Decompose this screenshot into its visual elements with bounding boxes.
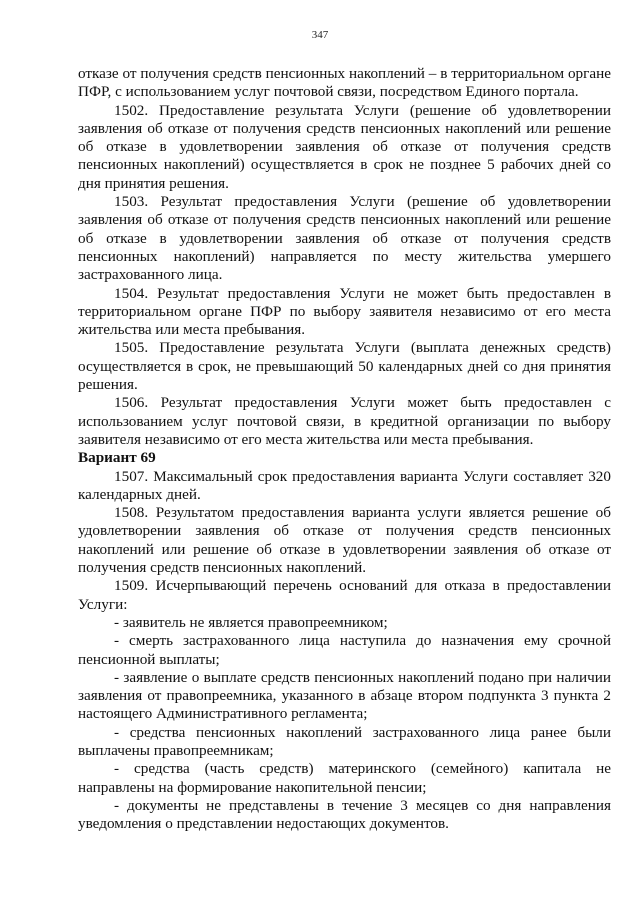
paragraph-1508: 1508. Результатом предоставления варианта услуги является решение об удовлетворении заявления об отказе от получения средств пенсионных накоплений или решение об отказе в удовлетворении заявления об отказе от получения средств пенсионных накоплений.: [78, 504, 611, 577]
list-item: - документы не представлены в течение 3 месяцев со дня направления уведомления о представлении недостающих документов.: [78, 796, 611, 833]
section-heading: Вариант 69: [78, 449, 156, 467]
paragraph-1509: 1509. Исчерпывающий перечень оснований для отказа в предоставлении Услуги:: [78, 577, 611, 613]
paragraph-1502: 1502. Предоставление результата Услуги (решение об удовлетворении заявления об отказе от получения средств пенсионных накоплений или решение об отказе в удовлетворении заявления об отказе от получения средств пенсионных накоплений) осуществляется в срок не позднее 5 рабочих дней со дня принятия решения.: [78, 101, 611, 192]
list-item: - заявление о выплате средств пенсионных накоплений подано при наличии заявления от правопреемника, указанного в абзаце втором подпункта 3 пункта 2 настоящего Административного регламента;: [78, 668, 611, 723]
paragraph-1507: 1507. Максимальный срок предоставления варианта Услуги составляет 320 календарных дней.: [78, 467, 611, 503]
list-item: - средства пенсионных накоплений застрахованного лица ранее были выплачены правопреемникам;: [78, 723, 611, 759]
list-item: - заявитель не является правопреемником;: [114, 613, 388, 631]
document-body: [78, 65, 611, 833]
list-item: - смерть застрахованного лица наступила до назначения ему срочной пенсионной выплаты;: [78, 632, 611, 668]
paragraph-1503: 1503. Результат предоставления Услуги (решение об удовлетворении заявления об отказе от получения средств пенсионных накоплений или решение об отказе в удовлетворении заявления об отказе от получения средств пенсионных накоплений) направляется по месту жительства умершего застрахованного лица.: [78, 193, 611, 284]
page-number: 347: [311, 29, 329, 41]
paragraph-continuation: отказе от получения средств пенсионных накоплений – в территориальном органе ПФР, с использованием услуг почтовой связи, посредством Единого портала.: [78, 65, 611, 101]
paragraph-1504: 1504. Результат предоставления Услуги не может быть предоставлен в территориальном органе ПФР по выбору заявителя независимо от его места жительства или места пребывания.: [78, 284, 611, 339]
list-item: - средства (часть средств) материнского (семейного) капитала не направлены на формирование накопительной пенсии;: [78, 760, 611, 796]
paragraph-1505: 1505. Предоставление результата Услуги (выплата денежных средств) осуществляется в срок, не превышающий 50 календарных дней со дня принятия решения.: [78, 339, 611, 394]
paragraph-1506: 1506. Результат предоставления Услуги может быть предоставлен с использованием услуг почтовой связи, в кредитной организации по выбору заявителя независимо от его места жительства или места пребывания.: [78, 394, 611, 448]
